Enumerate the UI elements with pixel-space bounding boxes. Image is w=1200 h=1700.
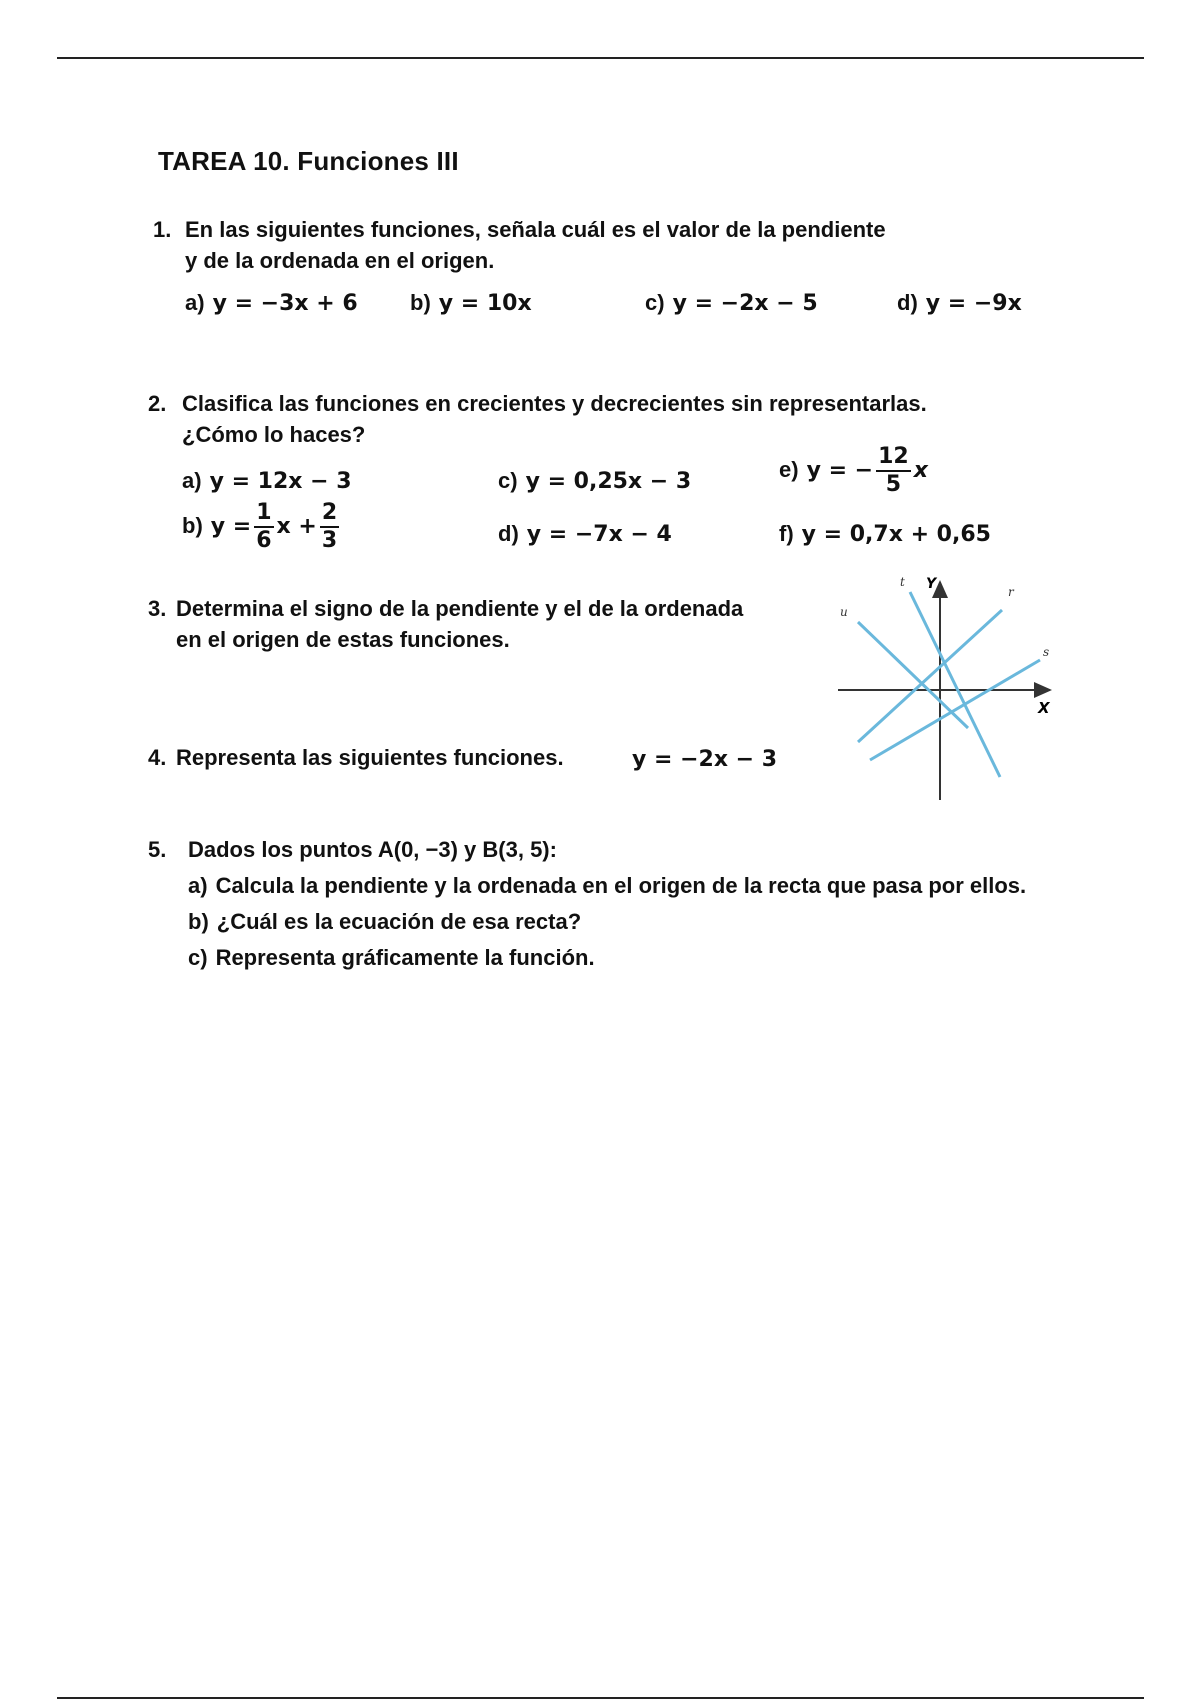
top-rule <box>57 57 1144 59</box>
exercise-stem-line: En las siguientes funciones, señala cuál es el valor de la pendiente <box>185 217 886 242</box>
exercise-item: c) y = 0,25x − 3 <box>498 468 692 494</box>
exercise-item: b) y = 10x <box>410 290 532 316</box>
exercise-item: d) y = −9x <box>897 290 1022 316</box>
exercise-number: 4. <box>148 745 167 770</box>
exercise-stem-line: Determina el signo de la pendiente y el de la ordenada <box>176 596 744 621</box>
exercise-number: 2. <box>148 391 167 416</box>
exercise-item: a) y = 12x − 3 <box>182 468 352 494</box>
line-label-r: r <box>1008 585 1014 599</box>
y-axis-label: Y <box>926 576 937 592</box>
exercise-stem-line: Representa las siguientes funciones. <box>176 745 564 770</box>
exercise-stem-line: ¿Cómo lo haces? <box>182 422 366 447</box>
line-label-s: s <box>1043 645 1050 659</box>
line-label-u: u <box>840 605 848 619</box>
exercise-stem-line: y de la ordenada en el origen. <box>185 248 495 273</box>
exercise-item: e) y = − $\frac{12}{5}$ x <box>779 444 928 497</box>
exercise-item: d) y = −7x − 4 <box>498 521 672 547</box>
exercise-item: b) y = $\frac{1}{6}$ x + $\frac{2}{3}$ <box>182 500 338 553</box>
x-axis-label: X <box>1038 699 1050 717</box>
exercise-item: f) y = 0,7x + 0,65 <box>779 521 991 547</box>
exercise-item: a) Calcula la pendiente y la ordenada en el origen de la recta que pasa por ellos. <box>188 873 1027 898</box>
exercise-item: c) y = −2x − 5 <box>645 290 818 316</box>
exercise-number: 1. <box>153 217 172 242</box>
exercise-number: 5. <box>148 837 167 862</box>
exercise-expression: y = −2x − 3 <box>632 747 778 772</box>
exercise-item: b) ¿Cuál es la ecuación de esa recta? <box>188 909 582 934</box>
exercise-number: 3. <box>148 596 167 621</box>
exercise-stem-line: Clasifica las funciones en crecientes y decrecientes sin representarlas. <box>182 391 927 416</box>
exercise-item: c) Representa gráficamente la función. <box>188 945 595 970</box>
line-label-t: t <box>900 575 905 589</box>
bottom-rule <box>57 1697 1144 1699</box>
exercise-stem-line: Dados los puntos A(0, −3) y B(3, 5): <box>188 837 557 862</box>
line-s <box>870 660 1040 760</box>
page-title: TAREA 10. Funciones III <box>158 146 459 176</box>
lines-graph <box>830 572 1070 802</box>
exercise-stem-line: en el origen de estas funciones. <box>176 627 510 652</box>
exercise-item: a) y = −3x + 6 <box>185 290 358 316</box>
